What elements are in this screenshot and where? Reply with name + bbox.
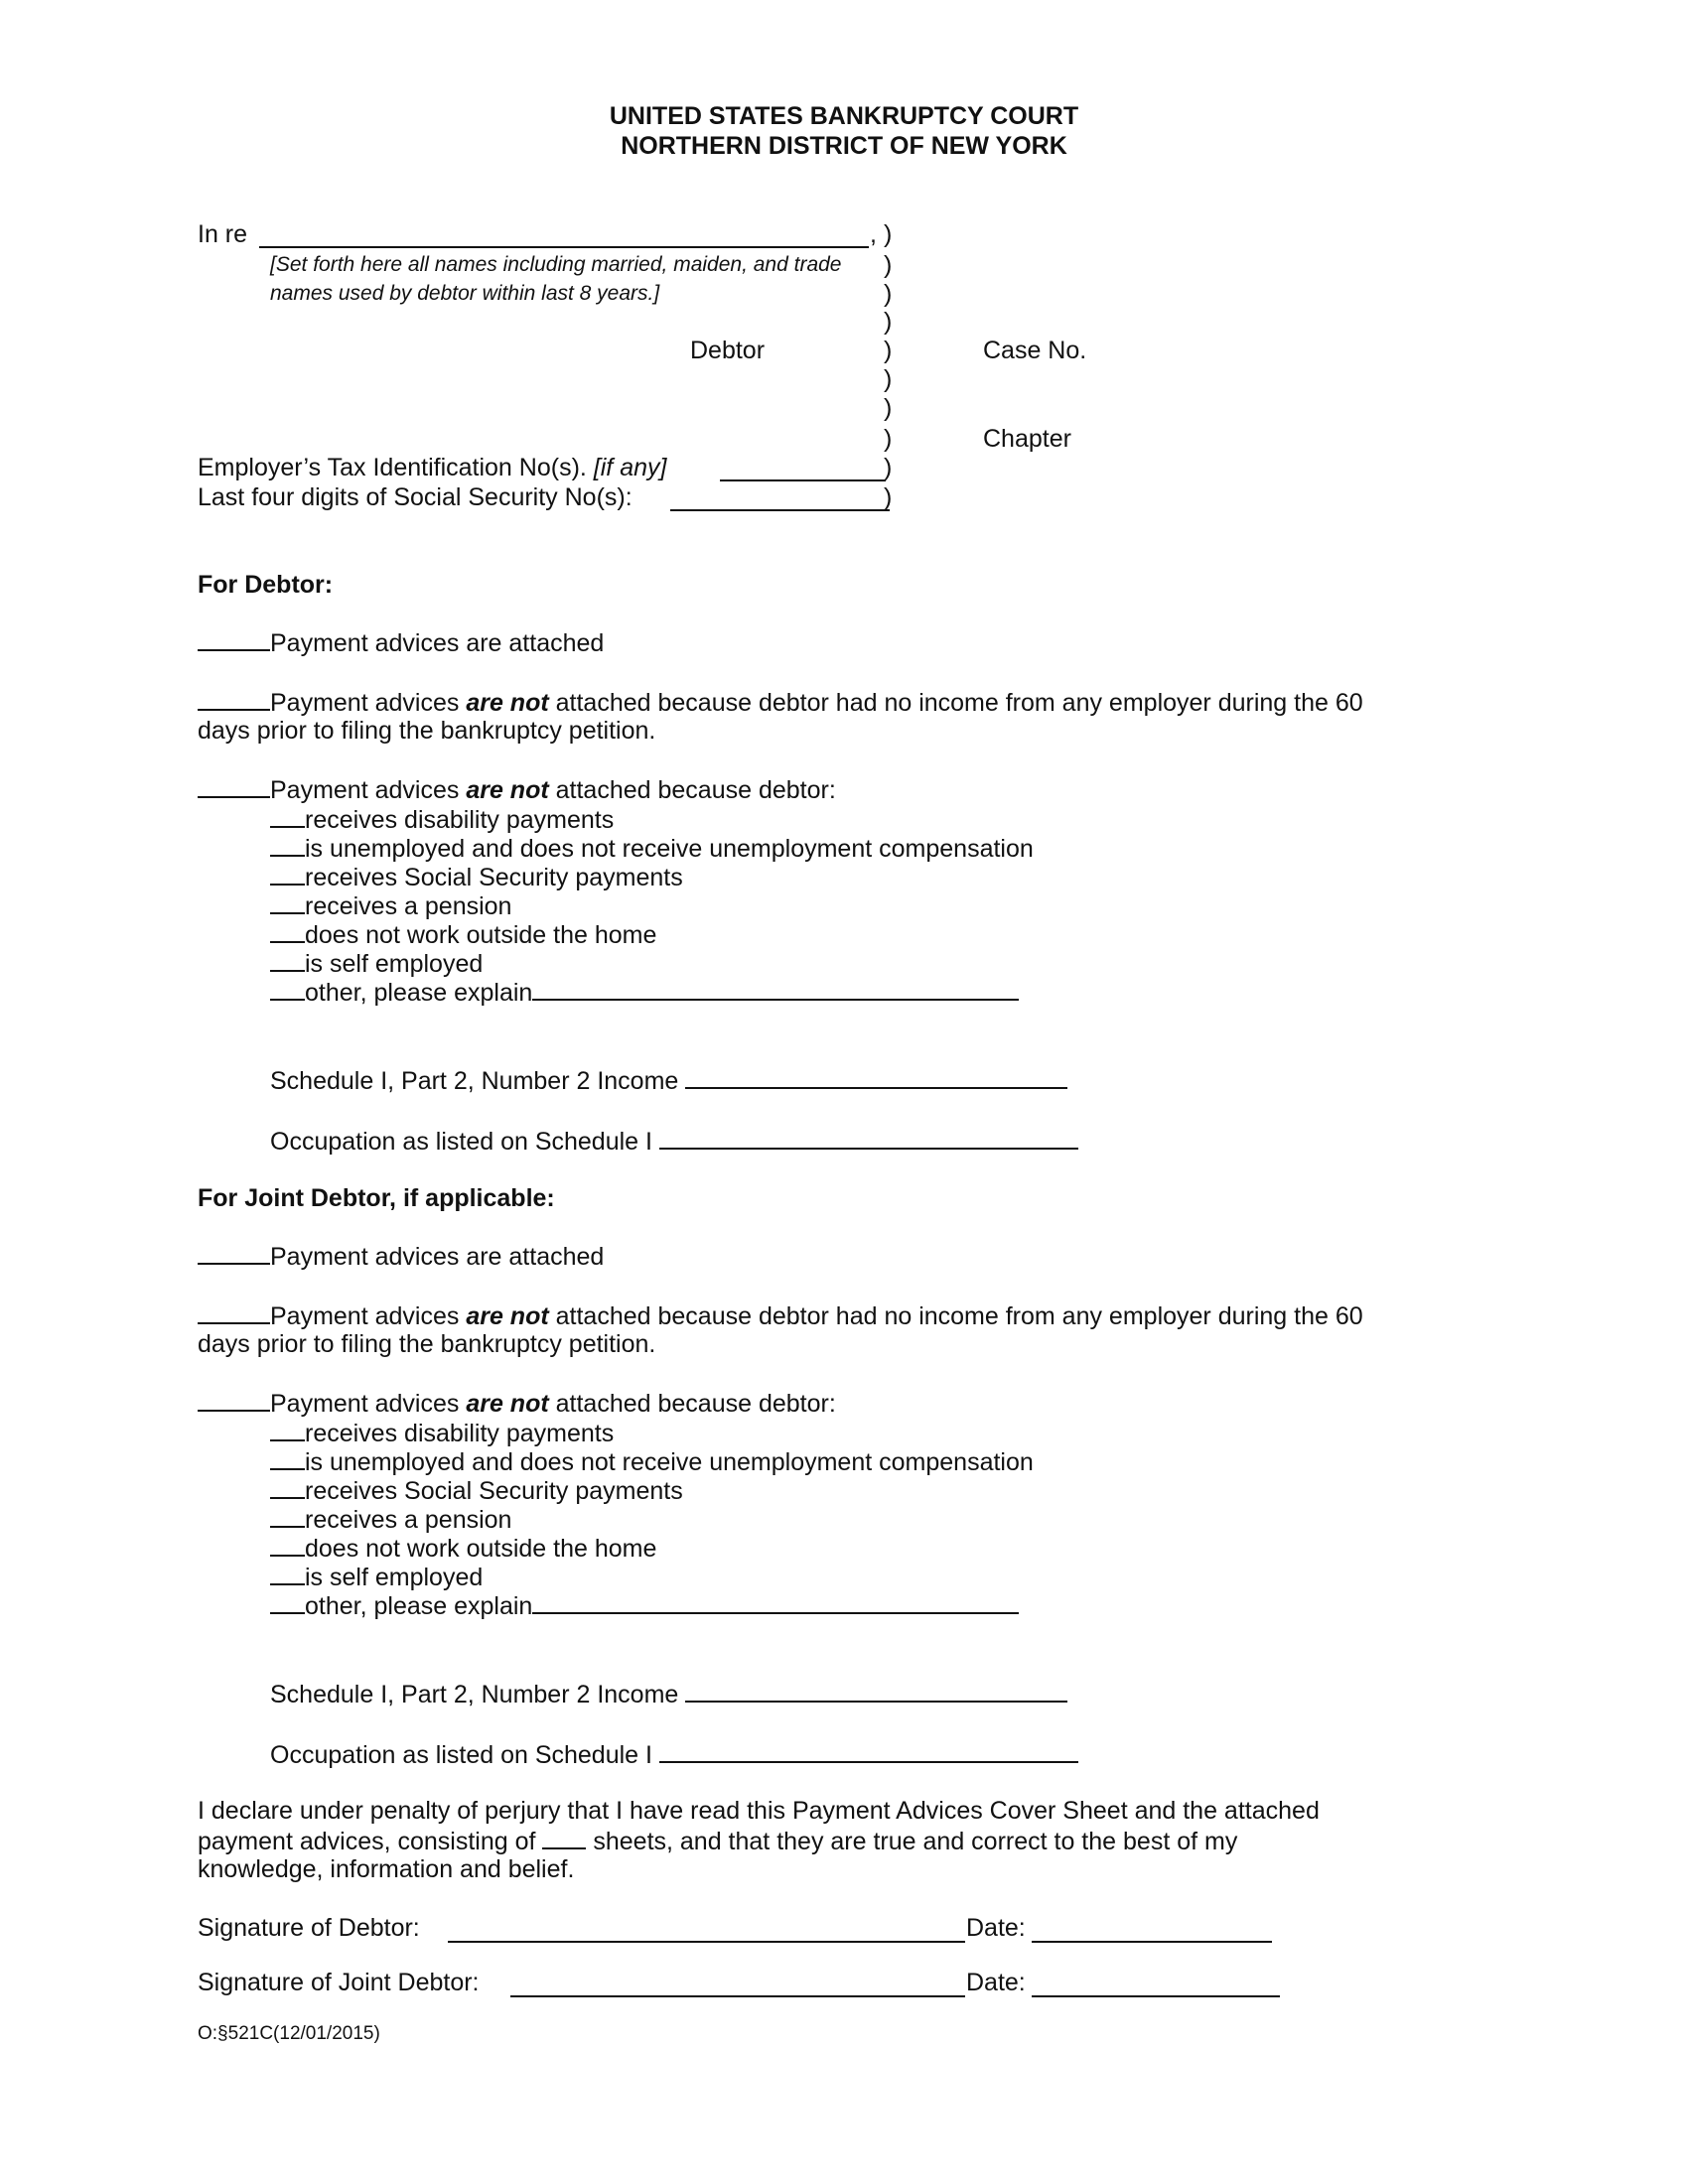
reason-checkbox-blank[interactable] <box>270 977 305 1001</box>
schedule-income <box>270 1065 1067 1095</box>
court-name: UNITED STATES BANKRUPTCY COURT <box>609 102 1079 130</box>
reason-item <box>270 919 656 949</box>
occupation-label: Occupation as listed on Schedule I <box>270 1741 652 1769</box>
reason-item <box>270 804 614 834</box>
reason-text: does not work outside the home <box>305 921 657 949</box>
reason-text: is unemployed and does not receive unemployment compensation <box>305 1448 1034 1476</box>
debtor-date-label: Date: <box>966 1914 1026 1942</box>
reason-item <box>270 1446 1034 1476</box>
schedule-income-label: Schedule I, Part 2, Number 2 Income <box>270 1681 679 1708</box>
reason-checkbox-blank[interactable] <box>270 1533 305 1557</box>
names-note-line2: names used by debtor within last 8 years.] <box>270 282 660 305</box>
reason-text: other, please explain <box>305 979 533 1007</box>
reason-item <box>270 1590 1019 1620</box>
no-income-checkbox-blank[interactable] <box>198 1300 270 1324</box>
reason-text: other, please explain <box>305 1592 533 1620</box>
option-attached-text: Payment advices are attached <box>270 1243 605 1271</box>
ein-label <box>198 453 666 482</box>
occupation <box>270 1739 1078 1769</box>
emphasis-are-not: are not <box>466 1302 549 1330</box>
option-text: attached because debtor had no income from any employer during the 60 <box>548 1302 1363 1330</box>
reason-checkbox-blank[interactable] <box>270 1418 305 1441</box>
reason-text: receives Social Security payments <box>305 864 683 891</box>
reason-checkbox-blank[interactable] <box>270 1562 305 1585</box>
option-no-income <box>198 687 1363 717</box>
option-text: Payment advices <box>270 776 467 804</box>
attached-checkbox-blank[interactable] <box>198 1241 270 1265</box>
schedule-income-label: Schedule I, Part 2, Number 2 Income <box>270 1067 679 1095</box>
declaration-line2-pre: payment advices, consisting of <box>198 1828 543 1855</box>
caption-paren: ) <box>884 365 893 393</box>
reason-checkbox-blank[interactable] <box>270 1504 305 1528</box>
no-income-checkbox-blank[interactable] <box>198 687 270 711</box>
caption-paren: ) <box>884 280 893 308</box>
caption-paren: ) <box>884 251 893 279</box>
caption-paren: ) <box>884 394 893 422</box>
option-not-attached-because <box>198 774 836 804</box>
in-re-label: In re <box>198 220 248 248</box>
district-name: NORTHERN DISTRICT OF NEW YORK <box>621 132 1067 160</box>
option-text: attached because debtor: <box>548 776 836 804</box>
declaration-line1: I declare under penalty of perjury that I have read this Payment Advices Cover Sheet and the attached <box>198 1797 1320 1825</box>
declaration-line2-post: sheets, and that they are true and correct to the best of my <box>586 1828 1238 1855</box>
form-number: O:§521C(12/01/2015) <box>198 2023 380 2044</box>
joint-date-field[interactable] <box>1032 1995 1280 1997</box>
option-no-income-line2: days prior to filing the bankruptcy petition. <box>198 717 656 745</box>
joint-date-label: Date: <box>966 1969 1026 1996</box>
reason-checkbox-blank[interactable] <box>270 833 305 857</box>
section-heading: For Joint Debtor, if applicable: <box>198 1184 555 1212</box>
debtor-date-field[interactable] <box>1032 1941 1272 1943</box>
reason-checkbox-blank[interactable] <box>270 948 305 972</box>
occupation-field[interactable] <box>659 1126 1078 1150</box>
debtor-label: Debtor <box>690 337 766 364</box>
debtor-signature-field[interactable] <box>448 1941 965 1943</box>
reason-item <box>270 977 1019 1007</box>
debtor-signature-label: Signature of Debtor: <box>198 1914 420 1942</box>
reason-item <box>270 1562 483 1591</box>
caption-paren: ) <box>884 220 893 248</box>
reason-item <box>270 1504 511 1534</box>
names-note-line1: [Set forth here all names including married, maiden, and trade <box>270 253 842 276</box>
occupation-field[interactable] <box>659 1739 1078 1763</box>
schedule-income-field[interactable] <box>685 1065 1067 1089</box>
reason-checkbox-blank[interactable] <box>270 804 305 828</box>
reason-checkbox-blank[interactable] <box>270 862 305 886</box>
option-attached <box>198 1241 604 1271</box>
debtor-name-field[interactable] <box>259 246 869 248</box>
joint-signature-label: Signature of Joint Debtor: <box>198 1969 480 1996</box>
section-heading: For Debtor: <box>198 571 334 599</box>
other-explain-field[interactable] <box>532 1590 1019 1614</box>
occupation-label: Occupation as listed on Schedule I <box>270 1128 652 1156</box>
declaration-line2 <box>198 1826 1237 1855</box>
option-text: attached because debtor: <box>548 1390 836 1418</box>
declaration-line3: knowledge, information and belief. <box>198 1855 575 1883</box>
reason-checkbox-blank[interactable] <box>270 1446 305 1470</box>
reason-text: receives disability payments <box>305 1420 615 1447</box>
because-checkbox-blank[interactable] <box>198 774 270 798</box>
schedule-income <box>270 1679 1067 1708</box>
chapter-label: Chapter <box>983 425 1071 453</box>
reason-text: is self employed <box>305 950 484 978</box>
reason-checkbox-blank[interactable] <box>270 890 305 914</box>
reason-text: receives disability payments <box>305 806 615 834</box>
reason-text: receives a pension <box>305 892 512 920</box>
reason-text: is unemployed and does not receive unemployment compensation <box>305 835 1034 863</box>
option-no-income <box>198 1300 1363 1330</box>
schedule-income-field[interactable] <box>685 1679 1067 1703</box>
option-text: Payment advices <box>270 689 467 717</box>
reason-text: is self employed <box>305 1564 484 1591</box>
ssn-field[interactable] <box>670 509 890 511</box>
emphasis-are-not: are not <box>466 1390 549 1418</box>
ein-label-text: Employer’s Tax Identification No(s). <box>198 454 587 481</box>
comma: , <box>870 220 877 248</box>
caption-paren: ) <box>884 308 893 336</box>
reason-checkbox-blank[interactable] <box>270 1475 305 1499</box>
reason-item <box>270 833 1034 863</box>
caption-paren: ) <box>884 337 893 364</box>
reason-item <box>270 1475 683 1505</box>
reason-item <box>270 948 483 978</box>
attached-checkbox-blank[interactable] <box>198 627 270 651</box>
reason-text: receives a pension <box>305 1506 512 1534</box>
reason-item <box>270 1418 614 1447</box>
emphasis-are-not: are not <box>466 689 549 717</box>
reason-checkbox-blank[interactable] <box>270 1590 305 1614</box>
caption-paren: ) <box>884 483 893 511</box>
reason-item <box>270 862 683 891</box>
reason-item <box>270 890 511 920</box>
reason-text: receives Social Security payments <box>305 1477 683 1505</box>
option-attached-text: Payment advices are attached <box>270 629 605 657</box>
option-not-attached-because <box>198 1388 836 1418</box>
case-no-label: Case No. <box>983 337 1087 364</box>
reason-item <box>270 1533 656 1563</box>
ssn-label: Last four digits of Social Security No(s): <box>198 483 633 511</box>
option-text: Payment advices <box>270 1390 467 1418</box>
joint-signature-field[interactable] <box>510 1995 965 1997</box>
emphasis-are-not: are not <box>466 776 549 804</box>
reason-checkbox-blank[interactable] <box>270 919 305 943</box>
caption-paren: ) <box>884 454 893 481</box>
option-no-income-line2: days prior to filing the bankruptcy petition. <box>198 1330 656 1358</box>
ein-if-any: [if any] <box>593 454 667 481</box>
occupation <box>270 1126 1078 1156</box>
option-text: attached because debtor had no income from any employer during the 60 <box>548 689 1363 717</box>
sheets-count-field[interactable] <box>542 1826 586 1849</box>
reason-text: does not work outside the home <box>305 1535 657 1563</box>
other-explain-field[interactable] <box>532 977 1019 1001</box>
because-checkbox-blank[interactable] <box>198 1388 270 1412</box>
option-text: Payment advices <box>270 1302 467 1330</box>
caption-paren: ) <box>884 425 893 453</box>
ein-field[interactable] <box>720 479 886 481</box>
option-attached <box>198 627 604 657</box>
